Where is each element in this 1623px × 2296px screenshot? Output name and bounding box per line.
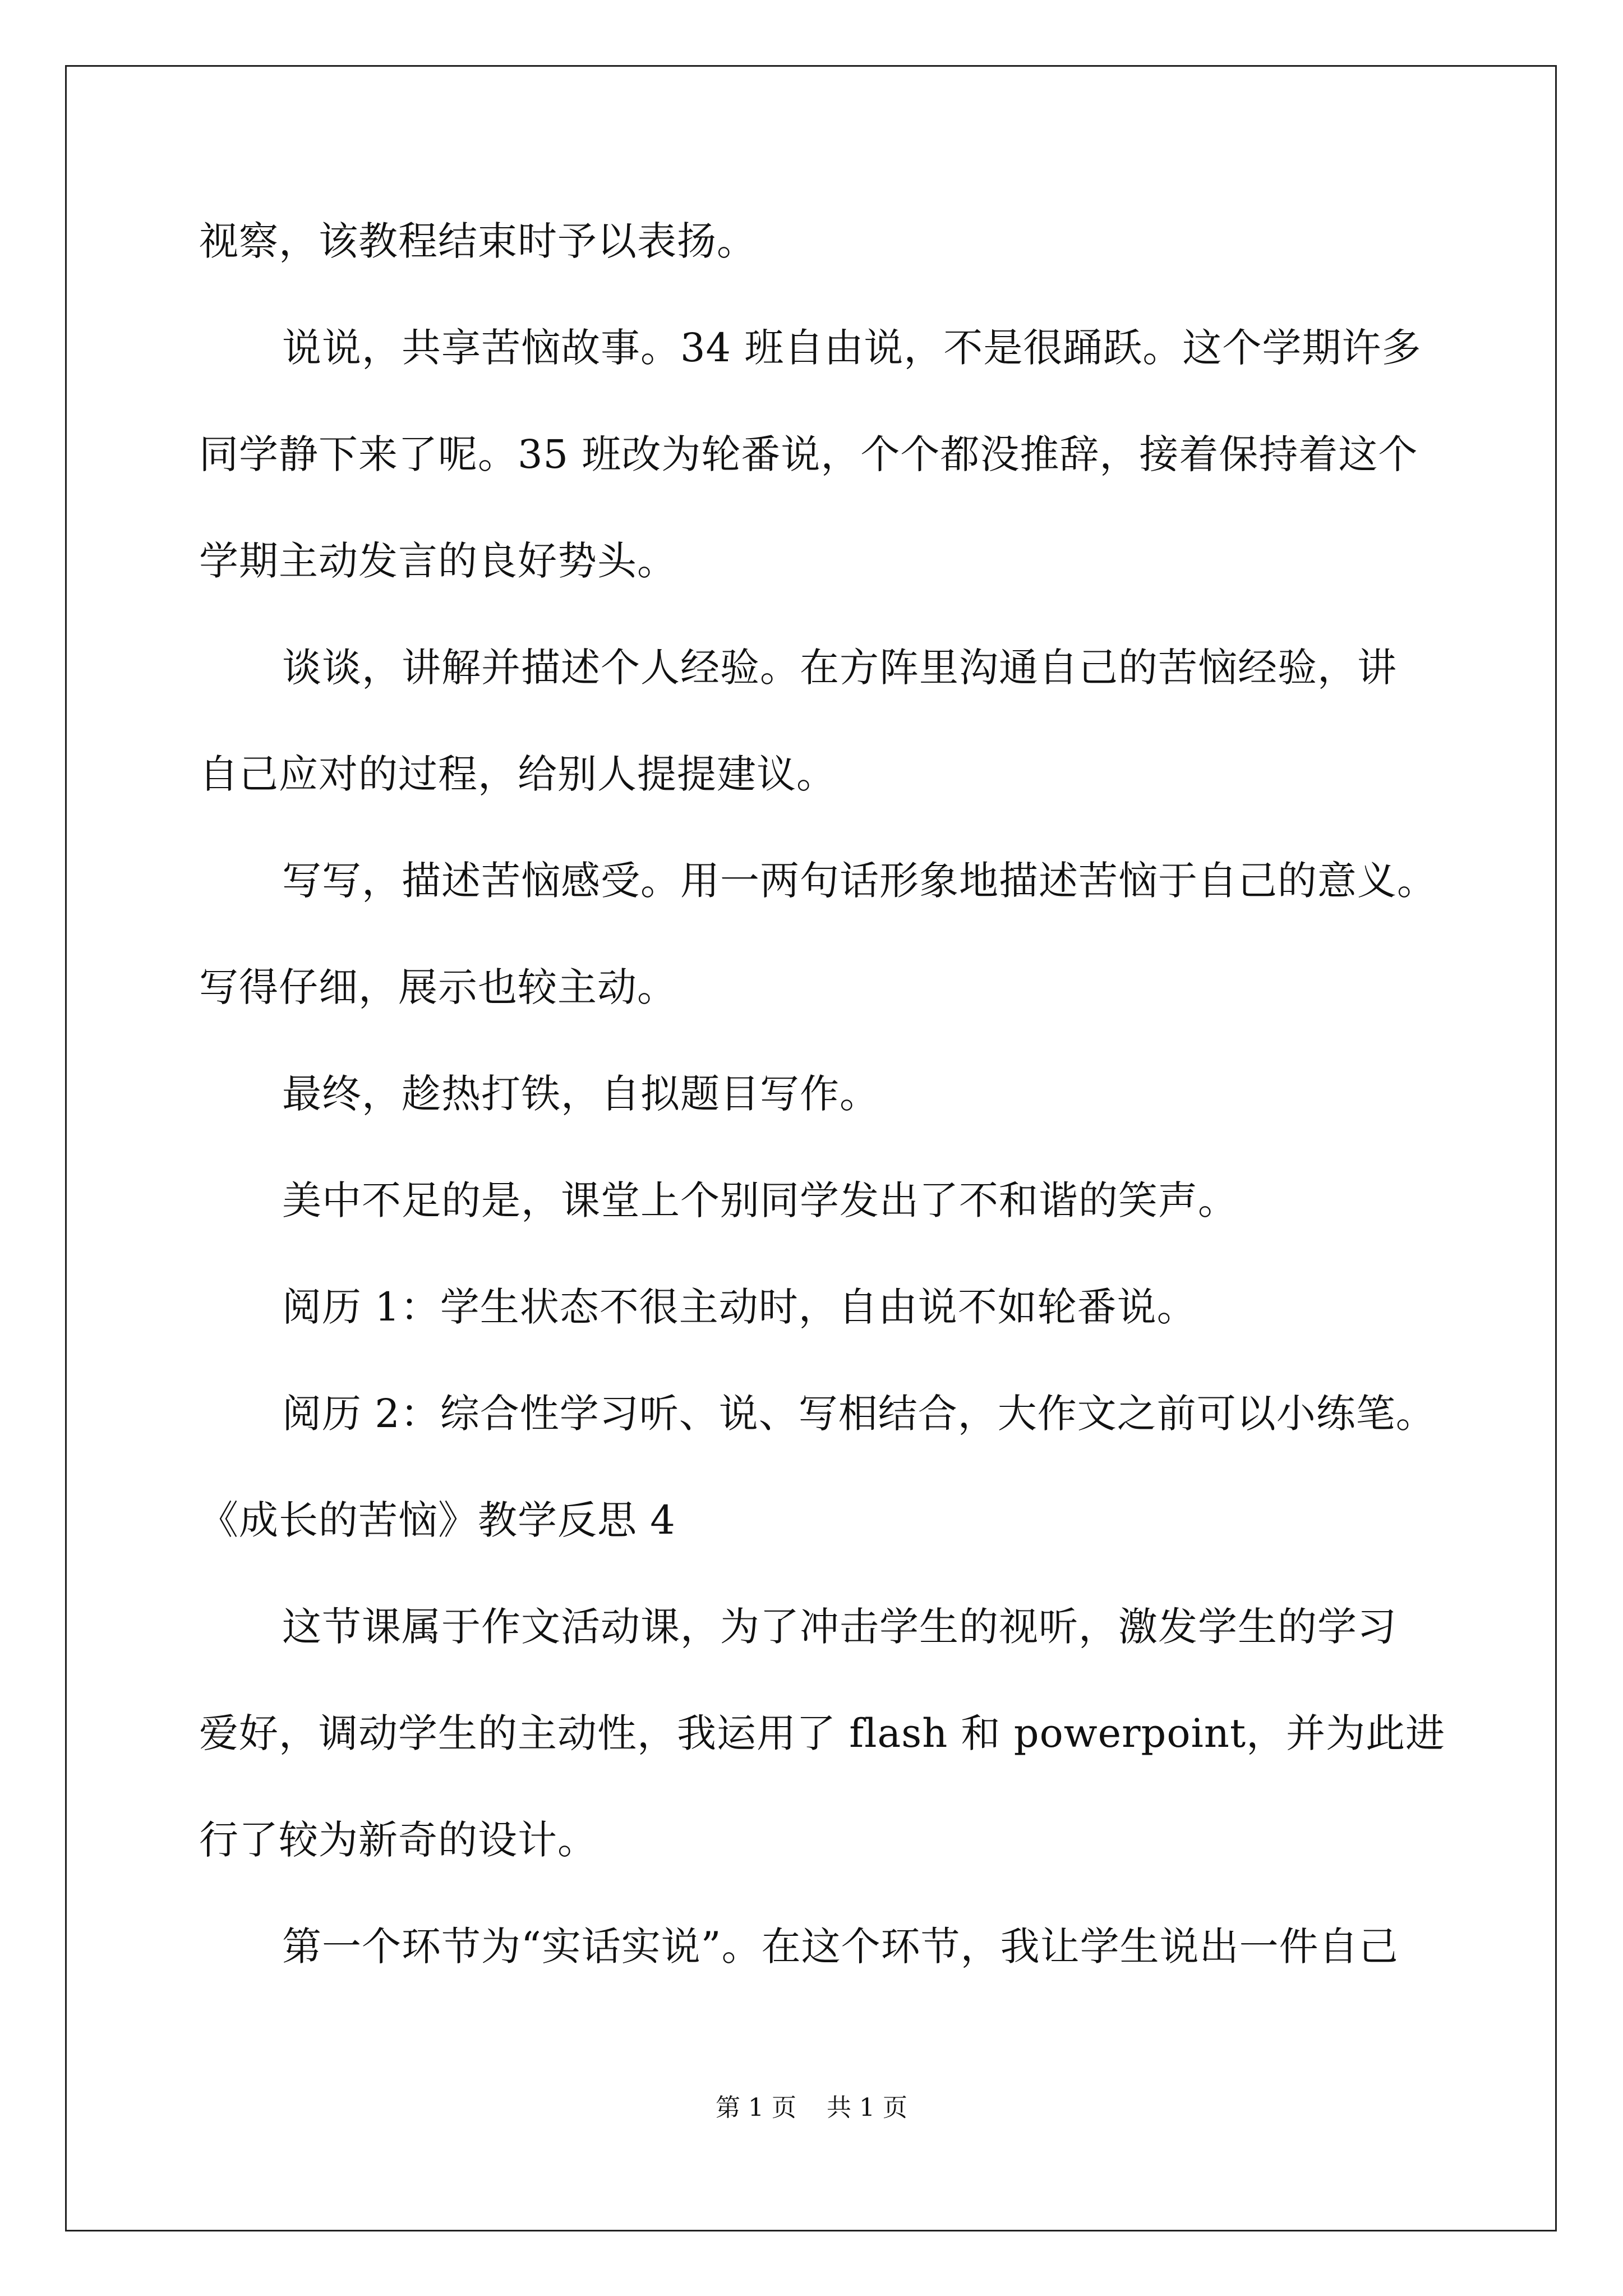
text-line: 这节课属于作文活动课，为了冲击学生的视听，激发学生的学习 — [282, 1604, 1397, 1650]
text-line: 视察，该教程结束时予以表扬。 — [199, 218, 757, 264]
text-line: 行了较为新奇的设计。 — [199, 1817, 597, 1863]
text-line: 阅历 2：综合性学习听、说、写相结合，大作文之前可以小练笔。 — [282, 1391, 1436, 1437]
document-body — [199, 209, 1446, 2021]
text-line: 写得仔细，展示也较主动。 — [199, 964, 677, 1010]
page-number-total: 共 1 页 — [827, 2093, 907, 2122]
text-line: 爱好，调动学生的主动性，我运用了 flash 和 powerpoint，并为此进 — [199, 1710, 1446, 1756]
text-line: 最终，趁热打铁，自拟题目写作。 — [282, 1071, 879, 1117]
page-footer — [0, 2091, 1623, 2125]
text-line: 谈谈，讲解并描述个人经验。在方阵里沟通自己的苦恼经验，讲 — [282, 645, 1397, 691]
page-number-current: 第 1 页 — [716, 2093, 796, 2122]
text-line: 自己应对的过程，给别人提提建议。 — [199, 751, 836, 797]
text-line: 同学静下来了呢。35 班改为轮番说，个个都没推辞，接着保持着这个 — [199, 431, 1418, 477]
text-line: 阅历 1：学生状态不很主动时，自由说不如轮番说。 — [282, 1284, 1197, 1330]
section-heading: 《成长的苦恼》教学反思 4 — [199, 1497, 676, 1543]
text-line: 说说，共享苦恼故事。34 班自由说，不是很踊跃。这个学期许多 — [282, 325, 1422, 371]
text-line: 写写，描述苦恼感受。用一两句话形象地描述苦恼于自己的意义。 — [282, 858, 1437, 904]
text-line: 第一个环节为“实话实说”。在这个环节，我让学生说出一件自己 — [282, 1924, 1399, 1970]
text-line: 学期主动发言的良好势头。 — [199, 538, 677, 584]
text-line: 美中不足的是，课堂上个别同学发出了不和谐的笑声。 — [282, 1177, 1238, 1223]
